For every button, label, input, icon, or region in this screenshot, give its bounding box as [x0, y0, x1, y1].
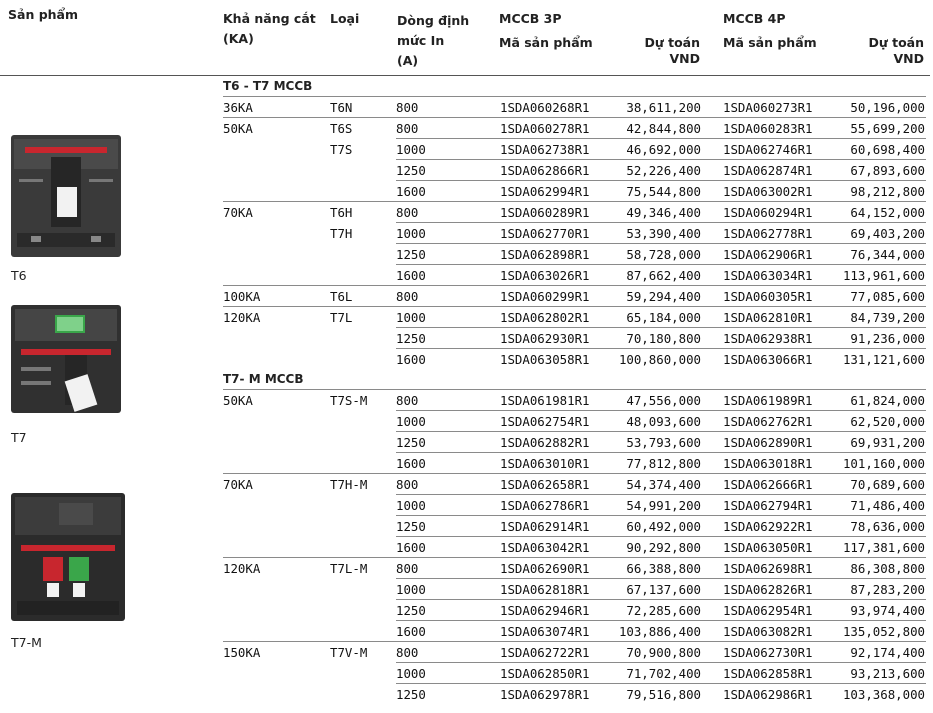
- header-product: Sản phẩm: [8, 7, 78, 22]
- cell-price-3p: 47,556,000: [626, 393, 701, 408]
- cell-code-3p: 1SDA062946R1: [500, 603, 590, 618]
- cell-price-3p: 59,294,400: [626, 289, 701, 304]
- cell-price-3p: 66,388,800: [626, 561, 701, 576]
- header-capacity-line1: Khả năng cắt: [223, 11, 316, 26]
- cell-price-4p: 55,699,200: [850, 121, 925, 136]
- cell-current: 1600: [396, 456, 426, 471]
- cell-code-4p: 1SDA062826R1: [723, 582, 813, 597]
- cell-code-4p: 1SDA062666R1: [723, 477, 813, 492]
- cell-code-3p: 1SDA062802R1: [500, 310, 590, 325]
- cell-type: T7S-M: [330, 393, 368, 408]
- cell-price-4p: 78,636,000: [850, 519, 925, 534]
- cell-code-4p: 1SDA063082R1: [723, 624, 813, 639]
- cell-price-4p: 98,212,800: [850, 184, 925, 199]
- cell-current: 1250: [396, 519, 426, 534]
- header-current-line2: mức In: [397, 33, 445, 48]
- cell-price-3p: 46,692,000: [626, 142, 701, 157]
- cell-type: T6H: [330, 205, 353, 220]
- cell-price-3p: 87,662,400: [626, 268, 701, 283]
- header-code-3p: Mã sản phẩm: [499, 35, 593, 50]
- cell-price-4p: 84,739,200: [850, 310, 925, 325]
- cell-code-3p: 1SDA062786R1: [500, 498, 590, 513]
- cell-code-3p: 1SDA060299R1: [500, 289, 590, 304]
- cell-price-3p: 42,844,800: [626, 121, 701, 136]
- cell-type: T7H-M: [330, 477, 368, 492]
- cell-type: T7H: [330, 226, 353, 241]
- section-title: T6 - T7 MCCB: [223, 79, 313, 93]
- header-estimate-4p-line1: Dự toán: [868, 35, 924, 50]
- cell-current: 800: [396, 561, 419, 576]
- cell-current: 1000: [396, 226, 426, 241]
- product-label-t6: T6: [11, 268, 27, 283]
- header-estimate-4p-line2: VND: [893, 51, 924, 66]
- cell-code-3p: 1SDA063026R1: [500, 268, 590, 283]
- cell-price-3p: 49,346,400: [626, 205, 701, 220]
- cell-price-4p: 113,961,600: [842, 268, 925, 283]
- cell-code-3p: 1SDA062978R1: [500, 687, 590, 702]
- cell-price-3p: 71,702,400: [626, 666, 701, 681]
- cell-current: 800: [396, 289, 419, 304]
- cell-price-4p: 117,381,600: [842, 540, 925, 555]
- cell-price-3p: 53,390,400: [626, 226, 701, 241]
- cell-price-4p: 93,974,400: [850, 603, 925, 618]
- cell-current: 1250: [396, 331, 426, 346]
- product-label-t7m: T7-M: [11, 635, 42, 650]
- cell-code-4p: 1SDA062922R1: [723, 519, 813, 534]
- cell-current: 800: [396, 121, 419, 136]
- cell-code-3p: 1SDA062930R1: [500, 331, 590, 346]
- header-mccb3p: MCCB 3P: [499, 11, 562, 26]
- cell-code-4p: 1SDA060294R1: [723, 205, 813, 220]
- cell-capacity: 70KA: [223, 205, 253, 220]
- cell-current: 1600: [396, 352, 426, 367]
- cell-type: T6N: [330, 100, 353, 115]
- cell-price-4p: 70,689,600: [850, 477, 925, 492]
- cell-code-3p: 1SDA060289R1: [500, 205, 590, 220]
- cell-capacity: 120KA: [223, 310, 261, 325]
- cell-capacity: 150KA: [223, 645, 261, 660]
- cell-code-3p: 1SDA062770R1: [500, 226, 590, 241]
- cell-code-3p: 1SDA063042R1: [500, 540, 590, 555]
- cell-price-4p: 87,283,200: [850, 582, 925, 597]
- cell-code-4p: 1SDA062778R1: [723, 226, 813, 241]
- cell-price-3p: 54,374,400: [626, 477, 701, 492]
- header-mccb4p: MCCB 4P: [723, 11, 786, 26]
- cell-code-4p: 1SDA060273R1: [723, 100, 813, 115]
- cell-code-4p: 1SDA062986R1: [723, 687, 813, 702]
- cell-price-4p: 62,520,000: [850, 414, 925, 429]
- cell-current: 1000: [396, 582, 426, 597]
- cell-price-3p: 103,886,400: [618, 624, 701, 639]
- cell-price-3p: 60,492,000: [626, 519, 701, 534]
- cell-code-4p: 1SDA062746R1: [723, 142, 813, 157]
- cell-price-3p: 65,184,000: [626, 310, 701, 325]
- cell-current: 1600: [396, 624, 426, 639]
- cell-current: 1600: [396, 184, 426, 199]
- cell-price-3p: 52,226,400: [626, 163, 701, 178]
- cell-price-4p: 103,368,000: [842, 687, 925, 702]
- cell-code-4p: 1SDA063066R1: [723, 352, 813, 367]
- cell-price-3p: 67,137,600: [626, 582, 701, 597]
- header-estimate-3p-line2: VND: [669, 51, 700, 66]
- cell-current: 1250: [396, 603, 426, 618]
- cell-code-3p: 1SDA062818R1: [500, 582, 590, 597]
- cell-code-3p: 1SDA062994R1: [500, 184, 590, 199]
- cell-code-3p: 1SDA062898R1: [500, 247, 590, 262]
- cell-price-4p: 69,403,200: [850, 226, 925, 241]
- cell-price-3p: 38,611,200: [626, 100, 701, 115]
- header-current-line3: (A): [397, 53, 419, 68]
- cell-price-3p: 53,793,600: [626, 435, 701, 450]
- cell-type: T7L-M: [330, 561, 368, 576]
- cell-current: 1000: [396, 666, 426, 681]
- cell-price-4p: 76,344,000: [850, 247, 925, 262]
- cell-price-3p: 70,900,800: [626, 645, 701, 660]
- cell-code-3p: 1SDA062690R1: [500, 561, 590, 576]
- cell-current: 1000: [396, 310, 426, 325]
- cell-price-4p: 92,174,400: [850, 645, 925, 660]
- cell-current: 1000: [396, 142, 426, 157]
- cell-code-3p: 1SDA060278R1: [500, 121, 590, 136]
- cell-code-4p: 1SDA063018R1: [723, 456, 813, 471]
- cell-current: 1250: [396, 163, 426, 178]
- cell-capacity: 50KA: [223, 393, 253, 408]
- cell-price-4p: 77,085,600: [850, 289, 925, 304]
- cell-code-3p: 1SDA062754R1: [500, 414, 590, 429]
- cell-code-3p: 1SDA061981R1: [500, 393, 590, 408]
- cell-code-3p: 1SDA062882R1: [500, 435, 590, 450]
- cell-code-3p: 1SDA062722R1: [500, 645, 590, 660]
- cell-price-3p: 54,991,200: [626, 498, 701, 513]
- cell-current: 800: [396, 393, 419, 408]
- cell-code-4p: 1SDA062954R1: [723, 603, 813, 618]
- cell-code-4p: 1SDA062906R1: [723, 247, 813, 262]
- cell-code-4p: 1SDA062762R1: [723, 414, 813, 429]
- cell-price-4p: 67,893,600: [850, 163, 925, 178]
- cell-code-4p: 1SDA061989R1: [723, 393, 813, 408]
- cell-price-4p: 71,486,400: [850, 498, 925, 513]
- cell-price-3p: 48,093,600: [626, 414, 701, 429]
- cell-code-4p: 1SDA062730R1: [723, 645, 813, 660]
- cell-current: 800: [396, 100, 419, 115]
- cell-current: 800: [396, 205, 419, 220]
- cell-type: T7L: [330, 310, 353, 325]
- cell-price-4p: 101,160,000: [842, 456, 925, 471]
- cell-code-3p: 1SDA063010R1: [500, 456, 590, 471]
- cell-code-3p: 1SDA062866R1: [500, 163, 590, 178]
- cell-price-4p: 61,824,000: [850, 393, 925, 408]
- cell-code-4p: 1SDA063034R1: [723, 268, 813, 283]
- cell-code-3p: 1SDA062914R1: [500, 519, 590, 534]
- header-type: Loại: [330, 11, 360, 26]
- cell-price-4p: 91,236,000: [850, 331, 925, 346]
- cell-code-4p: 1SDA062938R1: [723, 331, 813, 346]
- cell-price-3p: 72,285,600: [626, 603, 701, 618]
- cell-price-4p: 135,052,800: [842, 624, 925, 639]
- cell-code-3p: 1SDA062658R1: [500, 477, 590, 492]
- cell-price-4p: 50,196,000: [850, 100, 925, 115]
- cell-price-4p: 69,931,200: [850, 435, 925, 450]
- cell-price-3p: 79,516,800: [626, 687, 701, 702]
- cell-code-4p: 1SDA062874R1: [723, 163, 813, 178]
- cell-type: T6L: [330, 289, 353, 304]
- cell-code-3p: 1SDA060268R1: [500, 100, 590, 115]
- cell-code-3p: 1SDA062738R1: [500, 142, 590, 157]
- cell-type: T7S: [330, 142, 353, 157]
- product-label-t7: T7: [11, 430, 27, 445]
- cell-price-4p: 93,213,600: [850, 666, 925, 681]
- cell-capacity: 70KA: [223, 477, 253, 492]
- cell-type: T6S: [330, 121, 353, 136]
- cell-capacity: 36KA: [223, 100, 253, 115]
- cell-capacity: 120KA: [223, 561, 261, 576]
- cell-capacity: 50KA: [223, 121, 253, 136]
- cell-code-3p: 1SDA062850R1: [500, 666, 590, 681]
- cell-current: 800: [396, 645, 419, 660]
- cell-code-4p: 1SDA063050R1: [723, 540, 813, 555]
- cell-price-3p: 100,860,000: [618, 352, 701, 367]
- cell-current: 1600: [396, 540, 426, 555]
- cell-capacity: 100KA: [223, 289, 261, 304]
- cell-current: 800: [396, 477, 419, 492]
- header-code-4p: Mã sản phẩm: [723, 35, 817, 50]
- cell-code-4p: 1SDA062794R1: [723, 498, 813, 513]
- cell-price-3p: 75,544,800: [626, 184, 701, 199]
- cell-code-4p: 1SDA062858R1: [723, 666, 813, 681]
- cell-price-4p: 60,698,400: [850, 142, 925, 157]
- cell-code-4p: 1SDA060283R1: [723, 121, 813, 136]
- cell-code-3p: 1SDA063074R1: [500, 624, 590, 639]
- cell-current: 1250: [396, 687, 426, 702]
- cell-code-4p: 1SDA060305R1: [723, 289, 813, 304]
- cell-current: 1250: [396, 247, 426, 262]
- header-capacity-line2: (KA): [223, 31, 254, 46]
- header-current-line1: Dòng định: [397, 13, 470, 28]
- cell-code-4p: 1SDA062810R1: [723, 310, 813, 325]
- header-estimate-3p-line1: Dự toán: [644, 35, 700, 50]
- section-title: T7- M MCCB: [223, 372, 304, 386]
- cell-current: 1000: [396, 414, 426, 429]
- cell-type: T7V-M: [330, 645, 368, 660]
- cell-price-3p: 90,292,800: [626, 540, 701, 555]
- cell-code-3p: 1SDA063058R1: [500, 352, 590, 367]
- cell-price-3p: 58,728,000: [626, 247, 701, 262]
- cell-price-4p: 64,152,000: [850, 205, 925, 220]
- cell-code-4p: 1SDA062698R1: [723, 561, 813, 576]
- cell-price-3p: 70,180,800: [626, 331, 701, 346]
- cell-current: 1000: [396, 498, 426, 513]
- cell-price-3p: 77,812,800: [626, 456, 701, 471]
- cell-code-4p: 1SDA063002R1: [723, 184, 813, 199]
- cell-current: 1250: [396, 435, 426, 450]
- cell-price-4p: 86,308,800: [850, 561, 925, 576]
- cell-current: 1600: [396, 268, 426, 283]
- cell-code-4p: 1SDA062890R1: [723, 435, 813, 450]
- cell-price-4p: 131,121,600: [842, 352, 925, 367]
